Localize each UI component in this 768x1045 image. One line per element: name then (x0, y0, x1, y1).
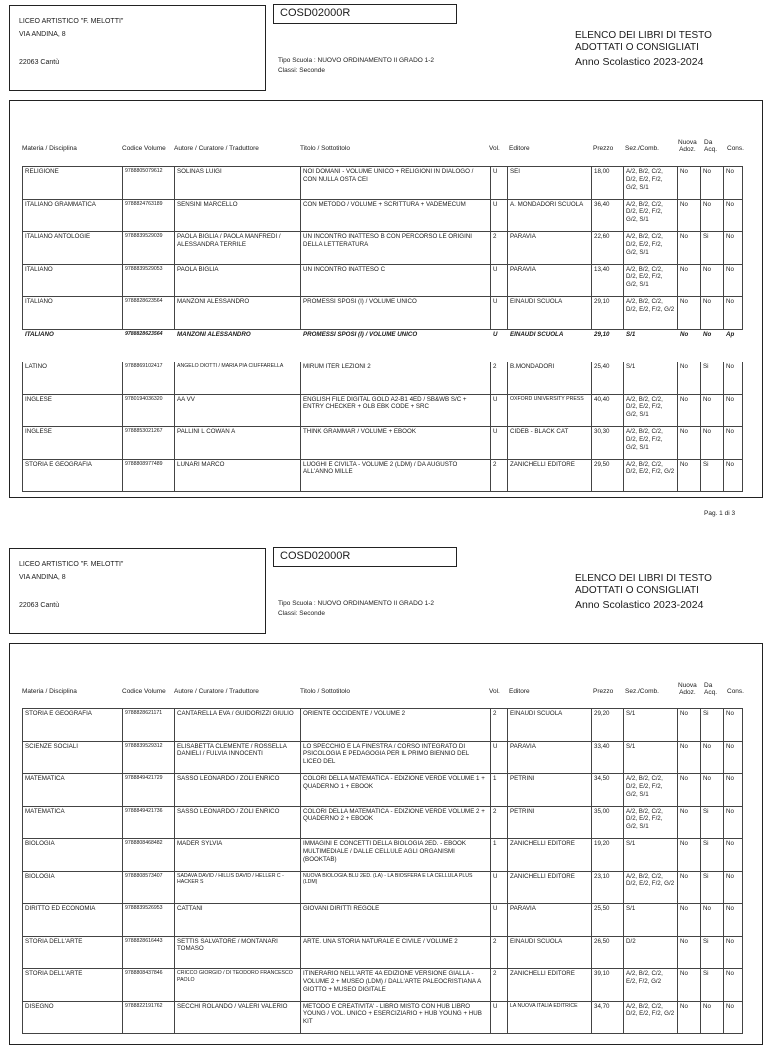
col-nuova: Nuova Adoz. (678, 139, 697, 154)
school-code: COSD02000R (280, 7, 351, 19)
table-row (23, 741, 743, 774)
cell-materia: INGLESE (23, 427, 123, 460)
cell-codice: 9788808977489 (123, 459, 175, 492)
cell-sez: A/2, B/2, C/2, D/2, E/2, F/2, G/2 (624, 871, 678, 904)
cell-vol: 2 (491, 969, 508, 1002)
cell-nuova: No (678, 167, 701, 200)
cell-titolo: LUOGHI E CIVILTA - VOLUME 2 (LDM) / DA AUGUSTO ALL'ANNO MILLE (301, 459, 491, 492)
cell-sez: A/2, B/2, C/2, D/2, E/2, F/2, G/2 (624, 459, 678, 492)
title-line-2: ADOTTATI O CONSIGLIATI (575, 41, 699, 53)
cell-vol: 1 (491, 774, 508, 807)
col-codice: Codice Volume (122, 145, 166, 152)
table-row (23, 264, 743, 297)
cell-prezzo: 29,10 (592, 297, 624, 330)
cell-autore: CATTANI (175, 904, 301, 937)
cell-nuova: No (678, 199, 701, 232)
cell-cons: No (724, 936, 743, 969)
cell-da: Si (701, 232, 724, 265)
cell-materia: SCIENZE SOCIALI (23, 741, 123, 774)
report-title (575, 573, 760, 611)
col-editore: Editore (509, 145, 530, 152)
cell-cons: No (724, 459, 743, 492)
table-body (23, 709, 743, 1034)
cell-titolo: PROMESSI SPOSI (I) / VOLUME UNICO (301, 329, 491, 362)
cell-nuova: No (678, 741, 701, 774)
cell-titolo: ENGLISH FILE DIGITAL GOLD A2-B1 4ED / SB&WB S/C + ENTRY CHECKER + OLB EBK CODE + SRC (301, 394, 491, 427)
cell-da: No (701, 741, 724, 774)
cell-nuova: No (678, 264, 701, 297)
cell-cons: No (724, 871, 743, 904)
cell-editore: ZANICHELLI EDITORE (508, 839, 592, 872)
cell-codice: 9788828616443 (123, 936, 175, 969)
cell-sez: A/2, B/2, C/2, D/2, E/2, F/2, G/2, S/1 (624, 264, 678, 297)
cell-cons: No (724, 394, 743, 427)
table-row (23, 199, 743, 232)
cell-prezzo: 29,20 (592, 709, 624, 742)
cell-cons: No (724, 839, 743, 872)
cell-editore: ZANICHELLI EDITORE (508, 459, 592, 492)
cell-prezzo: 30,30 (592, 427, 624, 460)
cell-prezzo: 22,60 (592, 232, 624, 265)
classes: Classi: Seconde (278, 66, 325, 74)
cell-materia: MATEMATICA (23, 774, 123, 807)
cell-nuova: No (678, 459, 701, 492)
school-year: Anno Scolastico 2023-2024 (575, 599, 704, 611)
col-titolo: Titolo / Sottotitolo (300, 145, 350, 152)
cell-editore: PETRINI (508, 806, 592, 839)
col-cons: Cons. (727, 688, 744, 695)
col-codice: Codice Volume (122, 688, 166, 695)
school-code: COSD02000R (280, 550, 351, 562)
cell-editore: EINAUDI SCUOLA (508, 297, 592, 330)
cell-autore: PALLINI L COWAN A (175, 427, 301, 460)
cell-cons: No (724, 806, 743, 839)
col-vol: Vol. (489, 688, 500, 695)
cell-nuova: No (678, 904, 701, 937)
cell-prezzo: 19,20 (592, 839, 624, 872)
cell-da: No (701, 904, 724, 937)
school-address: VIA ANDINA, 8 (19, 574, 66, 581)
cell-da: Si (701, 806, 724, 839)
cell-cons: No (724, 1001, 743, 1034)
cell-materia: STORIA DELL'ARTE (23, 936, 123, 969)
cell-cons: Ap (724, 329, 743, 362)
cell-vol: 2 (491, 362, 508, 395)
cell-editore: LA NUOVA ITALIA EDITRICE (508, 1001, 592, 1034)
cell-editore: PARAVIA (508, 264, 592, 297)
table-row (23, 806, 743, 839)
cell-sez: S/1 (624, 741, 678, 774)
cell-cons: No (724, 297, 743, 330)
col-editore: Editore (509, 688, 530, 695)
cell-materia: STORIA DELL'ARTE (23, 969, 123, 1002)
cell-sez: S/1 (624, 904, 678, 937)
cell-autore: MADER SYLVIA (175, 839, 301, 872)
cell-editore: PARAVIA (508, 904, 592, 937)
table-row (23, 774, 743, 807)
cell-da: No (701, 1001, 724, 1034)
title-line-1: ELENCO DEI LIBRI DI TESTO (575, 30, 712, 41)
cell-autore: CANTARELLA EVA / GUIDORIZZI GIULIO (175, 709, 301, 742)
cell-vol: U (491, 1001, 508, 1034)
table-row (23, 936, 743, 969)
cell-titolo: UN INCONTRO INATTESO C (301, 264, 491, 297)
cell-da: Si (701, 871, 724, 904)
cell-titolo: ORIENTE OCCIDENTE / VOLUME 2 (301, 709, 491, 742)
cell-da: No (701, 199, 724, 232)
cell-nuova: No (678, 839, 701, 872)
table-row (23, 394, 743, 427)
cell-titolo: NUOVA BIOLOGIA.BLU 2ED. (LA) - LA BIOSFERA E LA CELLULA PLUS (LDM) (301, 871, 491, 904)
school-type: Tipo Scuola : NUOVO ORDINAMENTO II GRADO 1-2 (278, 600, 435, 607)
col-materia: Materia / Disciplina (22, 145, 77, 152)
cell-cons: No (724, 167, 743, 200)
cell-sez: S/1 (624, 709, 678, 742)
cell-editore: A. MONDADORI SCUOLA (508, 199, 592, 232)
cell-codice: 9780194036320 (123, 394, 175, 427)
table-row (23, 297, 743, 330)
col-vol: Vol. (489, 145, 500, 152)
cell-vol: U (491, 297, 508, 330)
cell-autore: SASSO LEONARDO / ZOLI ENRICO (175, 774, 301, 807)
cell-cons: No (724, 969, 743, 1002)
cell-materia: BIOLOGIA (23, 871, 123, 904)
col-titolo: Titolo / Sottotitolo (300, 688, 350, 695)
cell-cons: No (724, 774, 743, 807)
cell-vol: U (491, 427, 508, 460)
school-city: 22063 Cantù (19, 59, 60, 66)
cell-codice: 9788828623564 (123, 297, 175, 330)
cell-vol: U (491, 871, 508, 904)
cell-materia: INGLESE (23, 394, 123, 427)
cell-nuova: No (678, 936, 701, 969)
cell-vol: U (491, 167, 508, 200)
cell-titolo: COLORI DELLA MATEMATICA - EDIZIONE VERDE VOLUME 1 + QUADERNO 1 + EBOOK (301, 774, 491, 807)
school-name: LICEO ARTISTICO "F. MELOTTI" (19, 18, 124, 25)
cell-sez: A/2, B/2, C/2, D/2, E/2, F/2, G/2, S/1 (624, 232, 678, 265)
cell-vol: U (491, 199, 508, 232)
cell-prezzo: 25,50 (592, 904, 624, 937)
table-row (23, 1001, 743, 1034)
cell-nuova: No (678, 232, 701, 265)
cell-da: No (701, 394, 724, 427)
cell-materia: LATINO (23, 362, 123, 395)
cell-vol: 1 (491, 839, 508, 872)
cell-cons: No (724, 264, 743, 297)
cell-prezzo: 23,10 (592, 871, 624, 904)
title-line-2: ADOTTATI O CONSIGLIATI (575, 584, 699, 596)
cell-nuova: No (678, 709, 701, 742)
page-number: Pag. 1 di 3 (704, 510, 736, 517)
cell-sez: A/2, B/2, C/2, D/2, E/2, F/2, G/2 (624, 297, 678, 330)
cell-vol: U (491, 264, 508, 297)
cell-editore: PARAVIA (508, 741, 592, 774)
books-table-box (9, 100, 763, 498)
cell-autore: SADAVA DAVID / HILLIS DAVID / HELLER C - HACKER S (175, 871, 301, 904)
cell-codice: 9788853021267 (123, 427, 175, 460)
cell-da: Si (701, 969, 724, 1002)
cell-nuova: No (678, 806, 701, 839)
cell-cons: No (724, 427, 743, 460)
cell-codice: 9788828623564 (123, 329, 175, 362)
col-autore: Autore / Curatore / Traduttore (174, 145, 259, 152)
cell-sez: A/2, B/2, C/2, D/2, E/2, F/2, G/2, S/1 (624, 774, 678, 807)
cell-prezzo: 35,00 (592, 806, 624, 839)
cell-autore: PAOLA BIGLIA / PAOLA MANFREDI / ALESSANDRA TERRILE (175, 232, 301, 265)
cell-da: No (701, 297, 724, 330)
cell-vol: U (491, 904, 508, 937)
title-line-1: ELENCO DEI LIBRI DI TESTO (575, 573, 712, 584)
cell-cons: No (724, 362, 743, 395)
cell-sez: S/1 (624, 362, 678, 395)
cell-sez: S/1 (624, 329, 678, 362)
school-code-box (273, 547, 457, 567)
col-sez: Sez./Comb. (625, 688, 659, 695)
cell-autore: MANZONI ALESSANDRO (175, 329, 301, 362)
cell-codice: 9788849421736 (123, 806, 175, 839)
table-row (23, 459, 743, 492)
cell-vol: 2 (491, 232, 508, 265)
cell-nuova: No (678, 427, 701, 460)
cell-cons: No (724, 232, 743, 265)
cell-da: Si (701, 709, 724, 742)
cell-prezzo: 34,50 (592, 774, 624, 807)
cell-titolo: NOI DOMANI - VOLUME UNICO + RELIGIONI IN DIALOGO / CON NULLA OSTA CEI (301, 167, 491, 200)
cell-vol: U (491, 329, 508, 362)
cell-prezzo: 29,50 (592, 459, 624, 492)
cell-editore: PETRINI (508, 774, 592, 807)
cell-sez: D/2 (624, 936, 678, 969)
cell-da: Si (701, 459, 724, 492)
cell-cons: No (724, 709, 743, 742)
cell-titolo: LO SPECCHIO E LA FINESTRA / CORSO INTEGRATO DI PSICOLOGIA E PEDAGOGIA PER IL PRIMO BIENNIO DEL LICEO DEL (301, 741, 491, 774)
cell-da: Si (701, 936, 724, 969)
school-meta (278, 56, 434, 76)
cell-cons: No (724, 741, 743, 774)
cell-cons: No (724, 904, 743, 937)
cell-da: No (701, 427, 724, 460)
books-table-page-2 (22, 708, 743, 1034)
cell-sez: A/2, B/2, C/2, D/2, E/2, F/2, G/2, S/1 (624, 806, 678, 839)
table-row (23, 232, 743, 265)
cell-autore: MANZONI ALESSANDRO (175, 297, 301, 330)
cell-da: No (701, 264, 724, 297)
cell-codice: 9788869102417 (123, 362, 175, 395)
cell-nuova: No (678, 1001, 701, 1034)
cell-materia: DIRITTO ED ECONOMIA (23, 904, 123, 937)
cell-prezzo: 33,40 (592, 741, 624, 774)
cell-editore: PARAVIA (508, 232, 592, 265)
cell-editore: OXFORD UNIVERSITY PRESS (508, 394, 592, 427)
school-address: VIA ANDINA, 8 (19, 31, 66, 38)
cell-prezzo: 36,40 (592, 199, 624, 232)
col-prezzo: Prezzo (593, 145, 614, 152)
table-row (23, 839, 743, 872)
cell-materia: RELIGIONE (23, 167, 123, 200)
school-info-box (9, 5, 266, 91)
cell-sez: A/2, B/2, C/2, D/2, E/2, F/2, G/2 (624, 1001, 678, 1034)
cell-nuova: No (678, 394, 701, 427)
cell-titolo: GIOVANI DIRITTI REGOLE (301, 904, 491, 937)
col-da: Da Acq. (704, 682, 718, 697)
cell-autore: SETTIS SALVATORE / MONTANARI TOMASO (175, 936, 301, 969)
school-code-box (273, 4, 457, 24)
cell-materia: BIOLOGIA (23, 839, 123, 872)
cell-vol: U (491, 394, 508, 427)
cell-titolo: ARTE. UNA STORIA NATURALE E CIVILE / VOLUME 2 (301, 936, 491, 969)
cell-titolo: COLORI DELLA MATEMATICA - EDIZIONE VERDE VOLUME 2 + QUADERNO 2 + EBOOK (301, 806, 491, 839)
cell-editore: ZANICHELLI EDITORE (508, 871, 592, 904)
table-body (23, 167, 743, 492)
cell-autore: LUNARI MARCO (175, 459, 301, 492)
cell-titolo: MIRUM ITER LEZIONI 2 (301, 362, 491, 395)
table-row (23, 362, 743, 395)
cell-cons: No (724, 199, 743, 232)
cell-sez: S/1 (624, 839, 678, 872)
books-table-box (9, 643, 763, 1045)
cell-autore: AA VV (175, 394, 301, 427)
school-meta (278, 599, 434, 619)
school-type: Tipo Scuola : NUOVO ORDINAMENTO II GRADO 1-2 (278, 57, 435, 64)
cell-codice: 9788839529312 (123, 741, 175, 774)
cell-editore: B.MONDADORI (508, 362, 592, 395)
cell-prezzo: 13,40 (592, 264, 624, 297)
cell-codice: 9788828621171 (123, 709, 175, 742)
cell-editore: ZANICHELLI EDITORE (508, 969, 592, 1002)
school-name: LICEO ARTISTICO "F. MELOTTI" (19, 561, 124, 568)
table-row (23, 969, 743, 1002)
school-info-box (9, 548, 266, 634)
cell-editore: CIDEB - BLACK CAT (508, 427, 592, 460)
cell-codice: 9788805079612 (123, 167, 175, 200)
cell-titolo: METODO E CREATIVITA' - LIBRO MISTO CON HUB LIBRO YOUNG / VOL. UNICO + ESERCIZIARIO + HUB YOUNG + HUB KIT (301, 1001, 491, 1034)
cell-sez: A/2, B/2, C/2, D/2, E/2, F/2, G/2, S/1 (624, 427, 678, 460)
table-row (23, 904, 743, 937)
cell-autore: SECCHI ROLANDO / VALERI VALERIO (175, 1001, 301, 1034)
cell-codice: 9788839529039 (123, 232, 175, 265)
cell-sez: A/2, B/2, C/2, D/2, E/2, F/2, G/2, S/1 (624, 199, 678, 232)
cell-codice: 9788839529053 (123, 264, 175, 297)
table-row (23, 709, 743, 742)
cell-autore: ANGELO DIOTTI / MARIA PIA CIUFFARELLA (175, 362, 301, 395)
cell-vol: 2 (491, 806, 508, 839)
col-materia: Materia / Disciplina (22, 688, 77, 695)
cell-nuova: No (678, 871, 701, 904)
cell-codice: 9788839526953 (123, 904, 175, 937)
cell-materia: ITALIANO (23, 329, 123, 362)
cell-titolo: CON METODO / VOLUME + SCRITTURA + VADEMECUM (301, 199, 491, 232)
cell-codice: 9788824763189 (123, 199, 175, 232)
cell-materia: ITALIANO ANTOLOGIE (23, 232, 123, 265)
cell-prezzo: 39,10 (592, 969, 624, 1002)
cell-titolo: PROMESSI SPOSI (I) / VOLUME UNICO (301, 297, 491, 330)
cell-materia: STORIA E GEOGRAFIA (23, 709, 123, 742)
cell-codice: 9788808468482 (123, 839, 175, 872)
cell-materia: MATEMATICA (23, 806, 123, 839)
cell-da: Si (701, 839, 724, 872)
cell-da: No (701, 167, 724, 200)
col-nuova: Nuova Adoz. (678, 682, 697, 697)
cell-codice: 9788849421729 (123, 774, 175, 807)
cell-prezzo: 40,40 (592, 394, 624, 427)
cell-codice: 9788822191762 (123, 1001, 175, 1034)
cell-prezzo: 29,10 (592, 329, 624, 362)
col-da: Da Acq. (704, 139, 718, 154)
cell-autore: SASSO LEONARDO / ZOLI ENRICO (175, 806, 301, 839)
col-prezzo: Prezzo (593, 688, 614, 695)
cell-sez: A/2, B/2, C/2, E/2, F/2, G/2 (624, 969, 678, 1002)
school-year: Anno Scolastico 2023-2024 (575, 56, 704, 68)
cell-autore: ELISABETTA CLEMENTE / ROSSELLA DANIELI / FULVIA INNOCENTI (175, 741, 301, 774)
table-row (23, 871, 743, 904)
col-sez: Sez./Comb. (625, 145, 659, 152)
cell-materia: ITALIANO GRAMMATICA (23, 199, 123, 232)
cell-nuova: No (678, 329, 701, 362)
cell-nuova: No (678, 362, 701, 395)
cell-prezzo: 34,70 (592, 1001, 624, 1034)
cell-autore: SENSINI MARCELLO (175, 199, 301, 232)
cell-sez: A/2, B/2, C/2, D/2, E/2, F/2, G/2, S/1 (624, 394, 678, 427)
cell-vol: 2 (491, 709, 508, 742)
cell-vol: 2 (491, 459, 508, 492)
col-autore: Autore / Curatore / Traduttore (174, 688, 259, 695)
table-row (23, 329, 743, 362)
books-table-page-1 (22, 166, 743, 492)
cell-prezzo: 26,50 (592, 936, 624, 969)
cell-da: No (701, 329, 724, 362)
cell-materia: ITALIANO (23, 297, 123, 330)
cell-autore: PAOLA BIGLIA (175, 264, 301, 297)
cell-materia: ITALIANO (23, 264, 123, 297)
col-cons: Cons. (727, 145, 744, 152)
cell-editore: EINAUDI SCUOLA (508, 329, 592, 362)
report-title (575, 30, 760, 68)
cell-titolo: IMMAGINI E CONCETTI DELLA BIOLOGIA 2ED. - EBOOK MULTIMEDIALE / DALLE CELLULE AGLI ORGANISMI (BOOKTAB) (301, 839, 491, 872)
cell-codice: 9788808573407 (123, 871, 175, 904)
cell-titolo: UN INCONTRO INATTESO B CON PERCORSO LE ORIGINI DELLA LETTERATURA (301, 232, 491, 265)
cell-codice: 9788808437846 (123, 969, 175, 1002)
classes: Classi: Seconde (278, 609, 325, 617)
cell-editore: EINAUDI SCUOLA (508, 936, 592, 969)
cell-nuova: No (678, 774, 701, 807)
cell-titolo: THINK GRAMMAR / VOLUME + EBOOK (301, 427, 491, 460)
cell-materia: STORIA E GEOGRAFIA (23, 459, 123, 492)
cell-autore: CRICCO GIORGIO / DI TEODORO FRANCESCO PAOLO (175, 969, 301, 1002)
school-city: 22063 Cantù (19, 602, 60, 609)
cell-prezzo: 18,00 (592, 167, 624, 200)
cell-editore: EINAUDI SCUOLA (508, 709, 592, 742)
cell-autore: SOLINAS LUIGI (175, 167, 301, 200)
cell-vol: U (491, 741, 508, 774)
cell-nuova: No (678, 969, 701, 1002)
table-row (23, 427, 743, 460)
table-row (23, 167, 743, 200)
cell-da: Si (701, 362, 724, 395)
cell-prezzo: 25,40 (592, 362, 624, 395)
cell-vol: 2 (491, 936, 508, 969)
cell-nuova: No (678, 297, 701, 330)
cell-sez: A/2, B/2, C/2, D/2, E/2, F/2, G/2, S/1 (624, 167, 678, 200)
cell-materia: DISEGNO (23, 1001, 123, 1034)
cell-da: No (701, 774, 724, 807)
cell-editore: SEI (508, 167, 592, 200)
cell-titolo: ITINERARIO NELL'ARTE 4A EDIZIONE VERSIONE GIALLA - VOLUME 2 + MUSEO (LDM) / DALL'ARTE PALEOCRISTIANA A GIOTTO + MUSEO DIGITALE (301, 969, 491, 1002)
